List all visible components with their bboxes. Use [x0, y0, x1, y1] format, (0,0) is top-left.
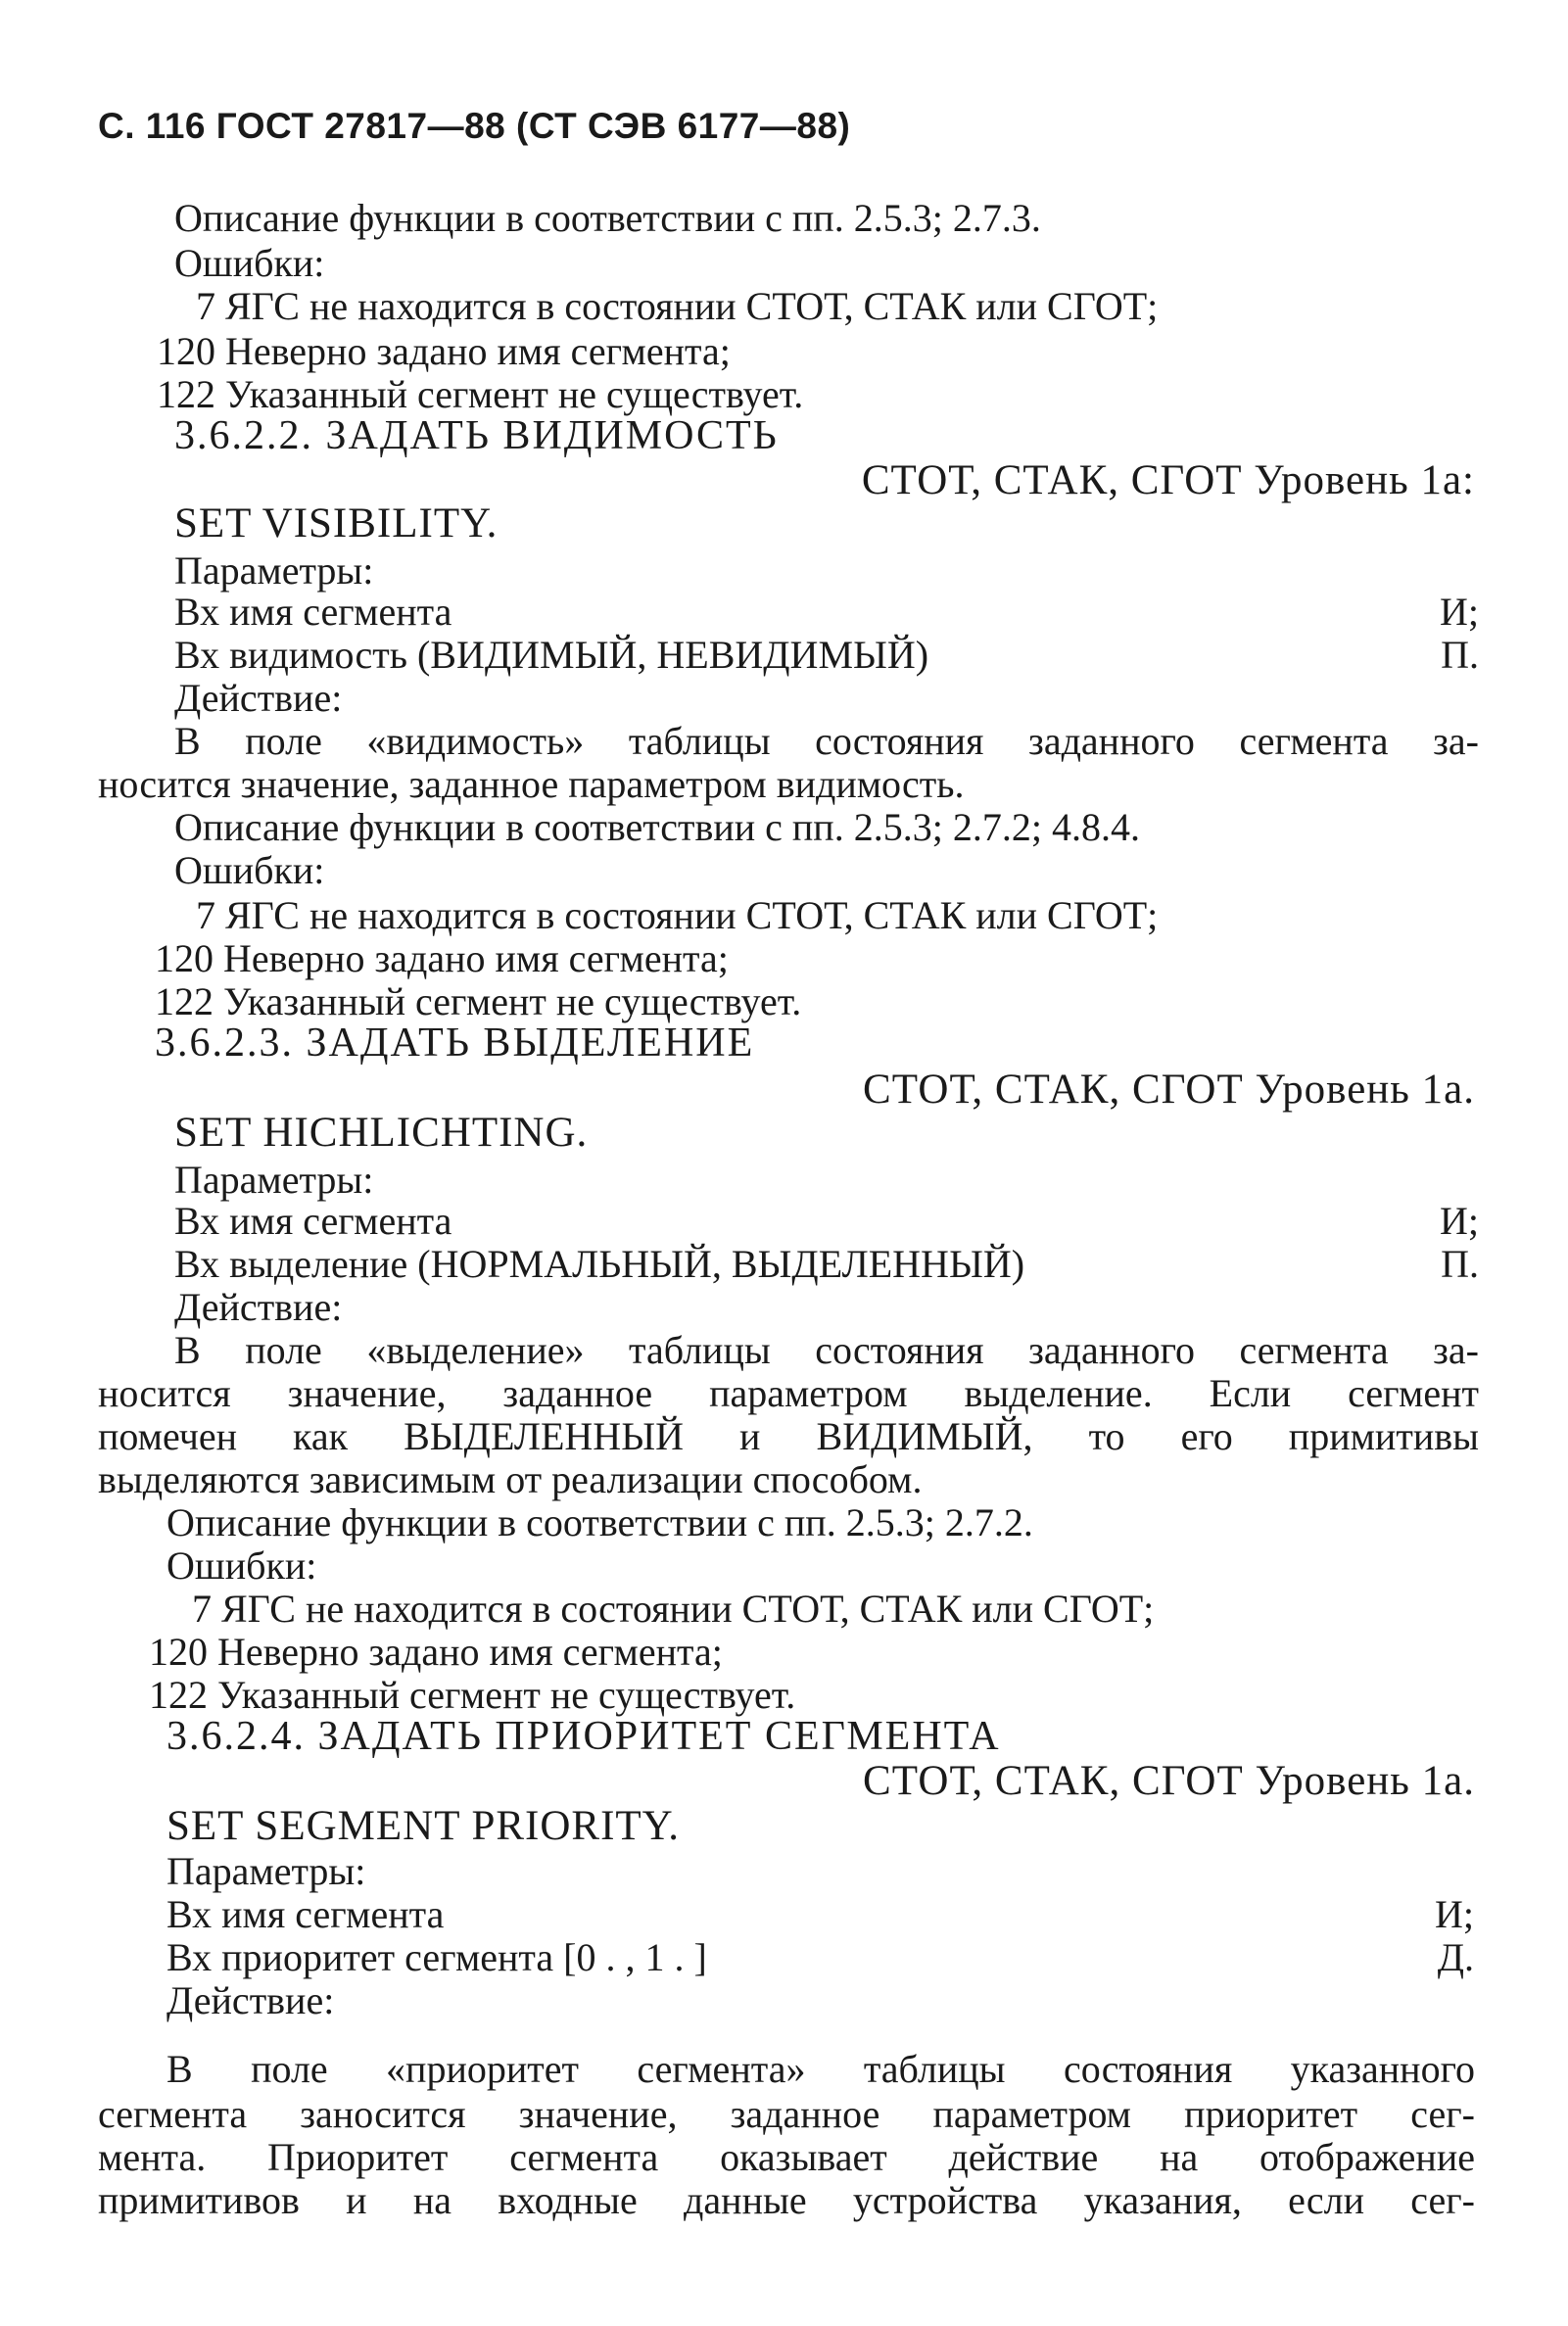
- errors-heading: Ошибки:: [166, 1543, 317, 1588]
- paragraph-line: мента. Приоритет сегмента оказывает действие на отображение: [98, 2135, 1475, 2179]
- paragraph-line: примитивов и на входные данные устройства указания, если сег-: [98, 2178, 1475, 2222]
- error-line: 7 ЯГС не находится в состоянии СТОТ, СТАК или СГОТ;: [196, 893, 1159, 937]
- parameter-line: Вх видимость (ВИДИМЫЙ, НЕВИДИМЫЙ): [174, 633, 929, 677]
- paragraph-line: носится значение, заданное параметром выделение. Если сегмент: [98, 1371, 1479, 1415]
- section-heading: 3.6.2.2. ЗАДАТЬ ВИДИМОСТЬ: [174, 413, 779, 458]
- section-heading: 3.6.2.3. ЗАДАТЬ ВЫДЕЛЕНИЕ: [155, 1021, 755, 1066]
- function-description: Описание функции в соответствии с пп. 2.5.3; 2.7.2; 4.8.4.: [174, 805, 1140, 849]
- action-heading: Действие:: [174, 1285, 343, 1329]
- error-line: 120 Неверно задано имя сегмента;: [149, 1630, 723, 1674]
- parameter-line: Вх имя сегмента: [166, 1892, 445, 1936]
- english-name: SET HICHLICHTING.: [174, 1110, 589, 1156]
- page-header: С. 116 ГОСТ 27817—88 (СТ СЭВ 6177—88): [98, 106, 851, 146]
- paragraph-line: В поле «выделение» таблицы состояния заданного сегмента за-: [174, 1328, 1479, 1372]
- error-line: 120 Неверно задано имя сегмента;: [157, 329, 731, 373]
- error-line: 120 Неверно задано имя сегмента;: [155, 936, 729, 980]
- errors-heading: Ошибки:: [174, 241, 325, 285]
- level-line: СТОТ, СТАК, СГОТ Уровень 1а:: [861, 457, 1475, 503]
- action-heading: Действие:: [166, 1978, 335, 2022]
- errors-heading: Ошибки:: [174, 848, 325, 892]
- paragraph-line: сегмента заносится значение, заданное параметром приоритет сег-: [98, 2092, 1475, 2136]
- level-line: СТОТ, СТАК, СГОТ Уровень 1а.: [863, 1758, 1475, 1804]
- english-name: SET SEGMENT PRIORITY.: [166, 1803, 680, 1849]
- error-line: 122 Указанный сегмент не существует.: [157, 372, 804, 416]
- paragraph-line: носится значение, заданное параметром видимость.: [98, 762, 965, 806]
- parameter-type: Д.: [1437, 1935, 1474, 1979]
- parameter-type: И;: [1435, 1892, 1474, 1936]
- error-line: 7 ЯГС не находится в состоянии СТОТ, СТАК или СГОТ;: [192, 1587, 1155, 1631]
- paragraph-line: помечен как ВЫДЕЛЕННЫЙ и ВИДИМЫЙ, то его примитивы: [98, 1414, 1479, 1458]
- error-line: 122 Указанный сегмент не существует.: [149, 1673, 796, 1717]
- parameter-line: Вх имя сегмента: [174, 590, 452, 634]
- parameter-line: Вх имя сегмента: [174, 1199, 452, 1243]
- level-line: СТОТ, СТАК, СГОТ Уровень 1а.: [863, 1067, 1475, 1113]
- english-name: SET VISIBILITY.: [174, 500, 499, 546]
- parameters-heading: Параметры:: [174, 548, 374, 593]
- parameter-line: Вх выделение (НОРМАЛЬНЫЙ, ВЫДЕЛЕННЫЙ): [174, 1242, 1025, 1286]
- parameters-heading: Параметры:: [174, 1158, 374, 1202]
- parameter-line: Вх приоритет сегмента [0 . , 1 . ]: [166, 1935, 707, 1979]
- parameter-type: И;: [1440, 1199, 1479, 1243]
- function-description: Описание функции в соответствии с пп. 2.5.3; 2.7.2.: [166, 1500, 1033, 1544]
- action-heading: Действие:: [174, 676, 343, 720]
- parameter-type: П.: [1441, 633, 1479, 677]
- parameter-type: П.: [1441, 1242, 1479, 1286]
- paragraph-line: В поле «видимость» таблицы состояния заданного сегмента за-: [174, 719, 1479, 763]
- function-description: Описание функции в соответствии с пп. 2.5.3; 2.7.3.: [174, 196, 1041, 240]
- error-line: 122 Указанный сегмент не существует.: [155, 979, 802, 1023]
- parameter-type: И;: [1440, 590, 1479, 634]
- error-line: 7 ЯГС не находится в состоянии СТОТ, СТАК или СГОТ;: [196, 284, 1159, 328]
- parameters-heading: Параметры:: [166, 1849, 366, 1893]
- section-heading: 3.6.2.4. ЗАДАТЬ ПРИОРИТЕТ СЕГМЕНТА: [166, 1714, 1001, 1759]
- paragraph-line: выделяются зависимым от реализации способом.: [98, 1457, 923, 1501]
- paragraph-line: В поле «приоритет сегмента» таблицы состояния указанного: [166, 2047, 1475, 2091]
